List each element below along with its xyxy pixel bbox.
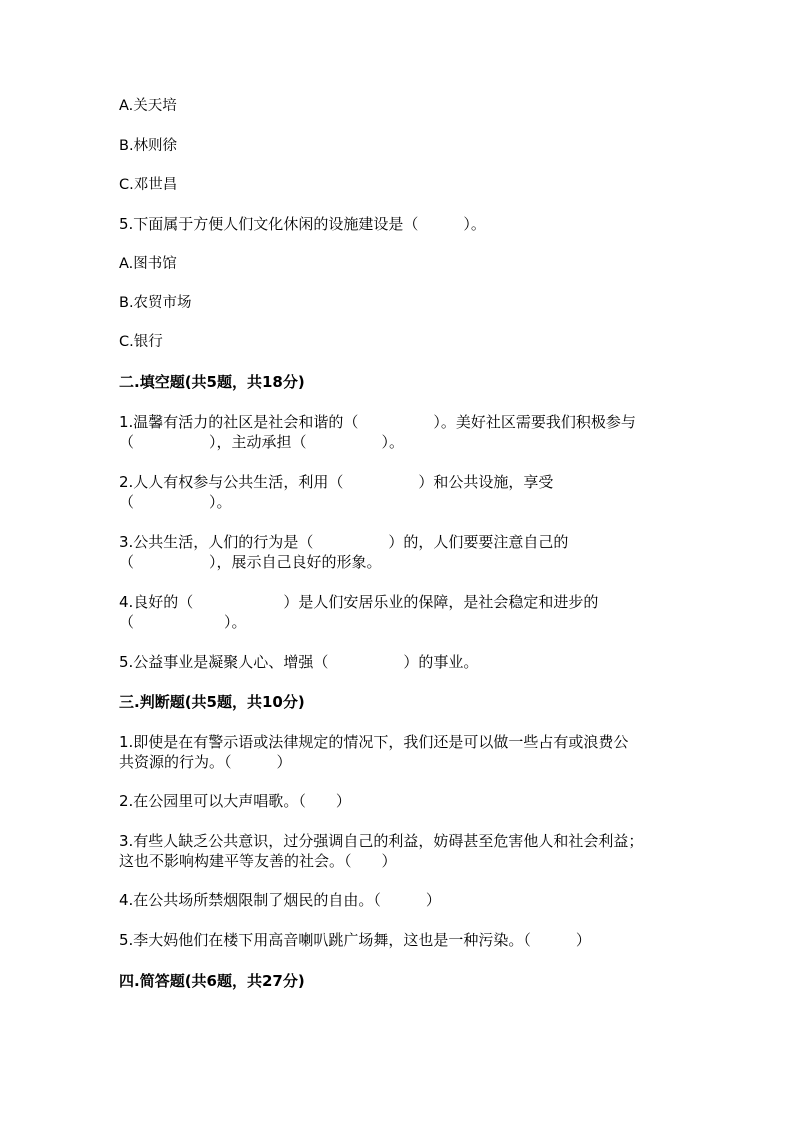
tf-question-1-line-2: 共资源的行为。（ ）	[119, 753, 292, 771]
tf-question-2: 2.在公园里可以大声唱歌。（ ）	[119, 792, 351, 810]
section-heading-true-false: 三.判断题(共5题，共10分)	[119, 693, 305, 711]
tf-question-3-line-2: 这也不影响构建平等友善的社会。（ ）	[119, 852, 397, 870]
fill-question-2-line-2: （ ）。	[119, 493, 232, 511]
option-c-deng-shichang: C.邓世昌	[119, 177, 178, 193]
fill-question-4-line-1: 4.良好的（ ）是人们安居乐业的保障，是社会稳定和进步的	[119, 593, 599, 611]
tf-question-5: 5.李大妈他们在楼下用高音喇叭跳广场舞，这也是一种污染。（ ）	[119, 931, 591, 949]
option-a-library: A.图书馆	[119, 256, 177, 272]
fill-question-5: 5.公益事业是凝聚人心、增强（ ）的事业。	[119, 653, 479, 671]
fill-question-4-line-2: （ ）。	[119, 613, 247, 631]
option-b-farmers-market: B.农贸市场	[119, 295, 192, 311]
section-heading-short-answer: 四.简答题(共6题，共27分)	[119, 972, 305, 990]
option-c-bank: C.银行	[119, 334, 163, 350]
tf-question-3-line-1: 3.有些人缺乏公共意识，过分强调自己的利益，妨碍甚至危害他人和社会利益；	[119, 832, 644, 850]
question-5-choice: 5.下面属于方便人们文化休闲的设施建设是（ ）。	[119, 215, 486, 233]
option-a-guan-tianpei: A.关天培	[119, 98, 177, 114]
fill-question-1-line-1: 1.温馨有活力的社区是社会和谐的（ ）。美好社区需要我们积极参与	[119, 413, 636, 431]
option-b-lin-zexu: B.林则徐	[119, 138, 178, 154]
fill-question-3-line-1: 3.公共生活，人们的行为是（ ）的，人们要要注意自己的	[119, 533, 569, 551]
tf-question-1-line-1: 1.即使是在有警示语或法律规定的情况下，我们还是可以做一些占有或浪费公	[119, 733, 629, 751]
fill-question-3-line-2: （ ），展示自己良好的形象。	[119, 553, 382, 571]
fill-question-2-line-1: 2.人人有权参与公共生活，利用（ ）和公共设施，享受	[119, 473, 554, 491]
tf-question-4: 4.在公共场所禁烟限制了烟民的自由。（ ）	[119, 891, 441, 909]
section-heading-fill-in: 二.填空题(共5题，共18分)	[119, 373, 305, 391]
fill-question-1-line-2: （ ），主动承担（ ）。	[119, 433, 405, 451]
